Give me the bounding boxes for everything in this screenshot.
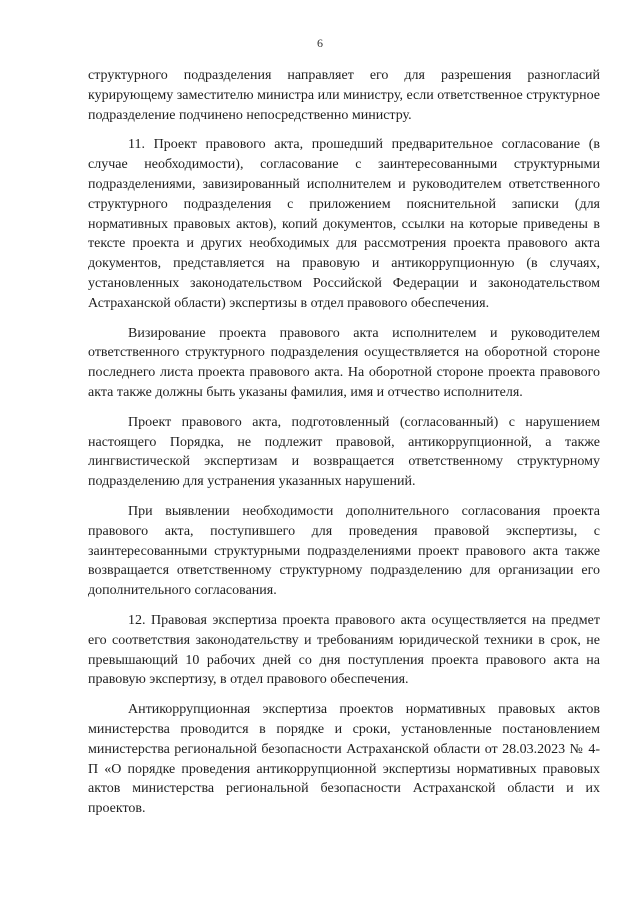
paragraph-anticorruption: Антикоррупционная экспертиза проектов нормативных правовых актов министерства проводится в порядке и сроки, установленные постановлением министерства региональной безопасности Астраханской области от 28.03.2023 № 4-П «О порядке проведения антикоррупционной экспертизы нормативных правовых актов министерства региональной безопасности Астраханской области и их проектов. <box>88 702 600 817</box>
paragraph-item-12: 12. Правовая экспертиза проекта правового акта осуществляется на предмет его соответствия законодательству и требованиям юридической техники в срок, не превышающий 10 рабочих дней со дня поступления проекта правового акта на правовую экспертизу, в отдел правового обеспечения. <box>88 612 600 688</box>
paragraph-additional-approval: При выявлении необходимости дополнительного согласования проекта правового акта, поступившего для проведения правовой экспертизы, с заинтересованными структурными подразделениями проект правового акта также возвращается ответственному структурному подразделению для организации его дополнительного согласования. <box>88 503 600 599</box>
paragraph-continuation: структурного подразделения направляет его для разрешения разногласий курирующему заместителю министра или министру, если ответственное структурное подразделение подчинено непосредственно министру. <box>88 68 600 123</box>
paragraph-visa: Визирование проекта правового акта исполнителем и руководителем ответственного структурного подразделения осуществляется на оборотной стороне последнего листа проекта правового акта. На оборотной стороне проекта правового акта также должны быть указаны фамилия, имя и отчество исполнителя. <box>88 325 600 400</box>
paragraph-return: Проект правового акта, подготовленный (согласованный) с нарушением настоящего Порядка, не подлежит правовой, антикоррупционной, а также лингвистической экспертизам и возвращается ответственному структурному подразделению для устранения указанных нарушений. <box>88 414 600 490</box>
page-number: 6 <box>317 36 323 50</box>
document-body <box>88 66 600 829</box>
paragraph-item-11: 11. Проект правового акта, прошедший предварительное согласование (в случае необходимости), согласование с заинтересованными структурными подразделениями, завизированный исполнителем и руководителем ответственного структурного подразделения с приложением пояснительной записки (для нормативных правовых актов), копий документов, ссылки на которые приведены в тексте проекта и других необходимых для рассмотрения проекта правового акта документов, представляется на правовую и антикоррупционную (в случаях, установленных законодательством Российской Федерации и законодательством Астраханской области) экспертизы в отдел правового обеспечения. <box>88 137 600 311</box>
